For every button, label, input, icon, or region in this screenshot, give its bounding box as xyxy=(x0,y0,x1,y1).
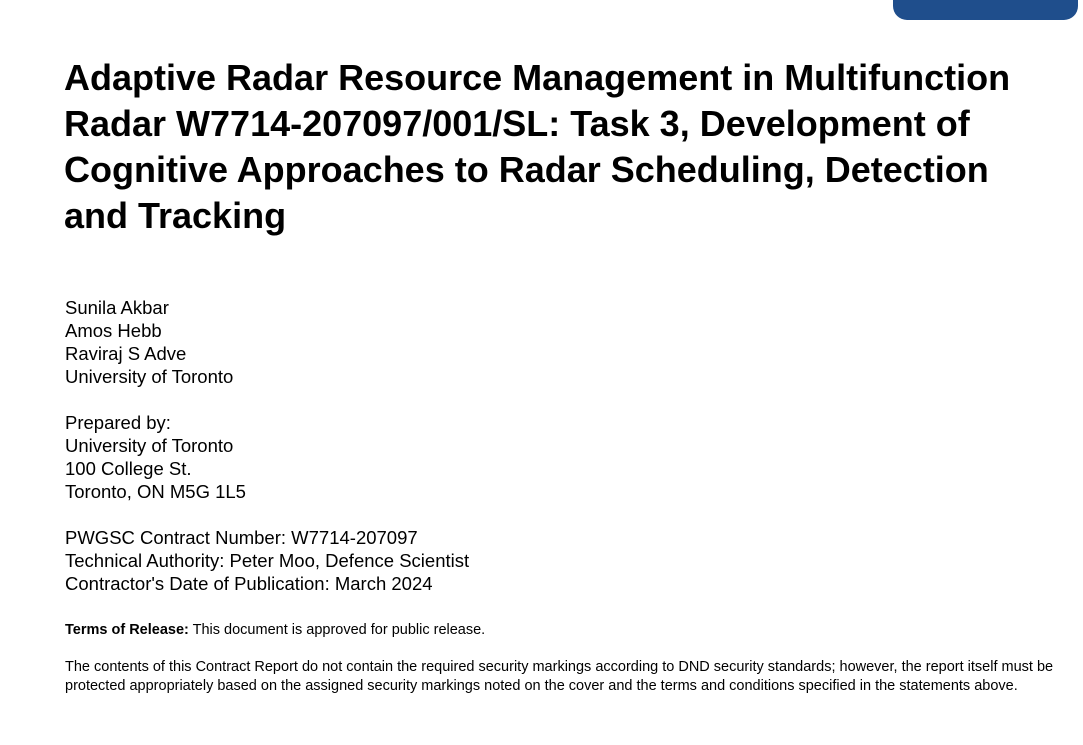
security-notice: The contents of this Contract Report do not contain the required security markings according to DND security standards; however, the report itself must be protected appropriately based on the assigned security markings noted on the cover and the terms and conditions specified in the statements above. xyxy=(65,659,1054,694)
author-name: Amos Hebb xyxy=(65,320,162,341)
prepared-by-line: University of Toronto xyxy=(65,435,234,456)
terms-of-release-text: This document is approved for public release. xyxy=(192,622,486,638)
publication-date: Contractor's Date of Publication: March 2024 xyxy=(65,573,433,594)
prepared-by-line: 100 College St. xyxy=(65,458,192,479)
author-name: Sunila Akbar xyxy=(65,297,169,318)
technical-authority: Technical Authority: Peter Moo, Defence Scientist xyxy=(65,550,470,571)
terms-of-release-label: Terms of Release: xyxy=(65,622,189,638)
prepared-by-block xyxy=(65,411,246,503)
author-affiliation: University of Toronto xyxy=(65,366,234,387)
author-list xyxy=(65,296,233,388)
contract-number: PWGSC Contract Number: W7714-207097 xyxy=(65,527,418,548)
document-title: Adaptive Radar Resource Management in Multifunction Radar W7714-207097/001/SL: Task 3, Development of Cognitive Approaches to Radar Scheduling, Detection and Tracking xyxy=(64,57,1011,236)
terms-of-release xyxy=(65,621,485,640)
prepared-by-line: Toronto, ON M5G 1L5 xyxy=(65,481,246,502)
contract-info-block xyxy=(65,526,469,595)
prepared-by-label: Prepared by: xyxy=(65,412,171,433)
header-accent-tab xyxy=(893,0,1078,20)
author-name: Raviraj S Adve xyxy=(65,343,187,364)
